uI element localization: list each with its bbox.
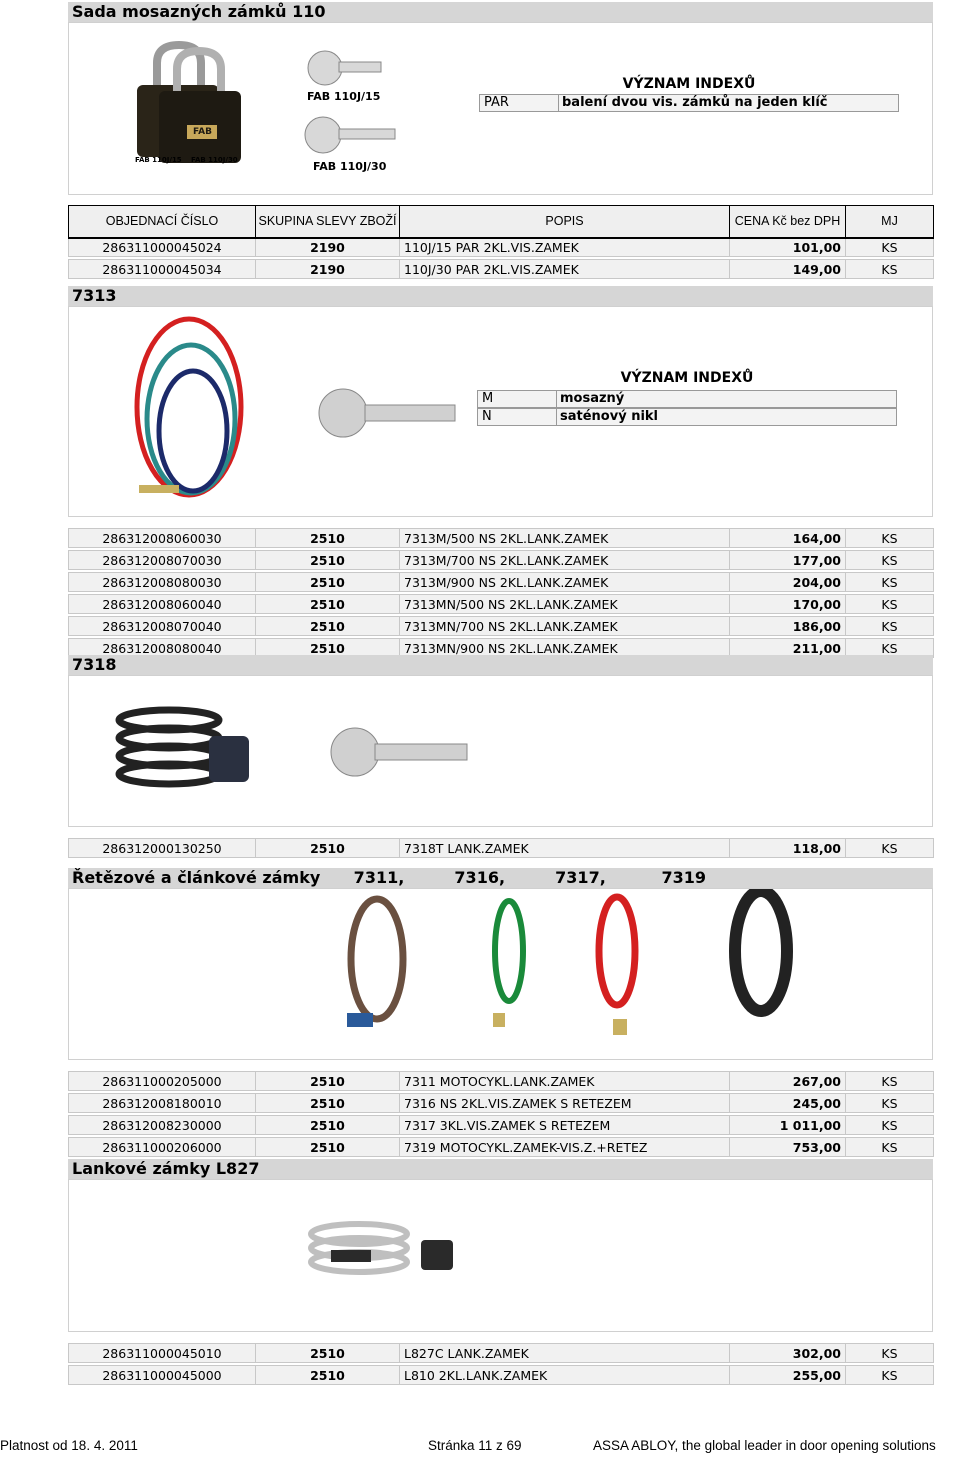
description-cell: 110J/30 PAR 2KL.VIS.ZAMEK xyxy=(400,260,730,279)
lock-caption-15: FAB 110J/15 xyxy=(135,156,182,164)
discount-group-cell: 2510 xyxy=(256,1116,400,1135)
order-number-cell: 286312008060030 xyxy=(69,529,256,548)
legend-key: M xyxy=(482,391,494,406)
discount-group-cell: 2510 xyxy=(256,1072,400,1091)
discount-group-cell: 2510 xyxy=(256,639,400,658)
description-cell: 7319 MOTOCYKL.ZAMEK-VIS.Z.+RETEZ xyxy=(400,1138,730,1157)
product-image-panel-110 xyxy=(68,22,933,195)
price-cell: 753,00 xyxy=(730,1138,846,1157)
table-row xyxy=(69,529,934,548)
section-title-110: Sada mosazných zámků 110 xyxy=(68,2,933,22)
header-mj: MJ xyxy=(846,206,934,238)
legend-row xyxy=(479,94,899,112)
order-number-cell: 286311000045024 xyxy=(69,238,256,257)
table-row xyxy=(69,573,934,592)
price-cell: 255,00 xyxy=(730,1366,846,1385)
discount-group-cell: 2190 xyxy=(256,238,400,257)
footer-validity: Platnost od 18. 4. 2011 xyxy=(0,1438,138,1453)
footer-page-number: Stránka 11 z 69 xyxy=(428,1438,522,1453)
legend-row xyxy=(477,408,897,426)
unit-cell: KS xyxy=(846,260,934,279)
table-row xyxy=(69,1138,934,1157)
description-cell: 7313M/700 NS 2KL.LANK.ZAMEK xyxy=(400,551,730,570)
description-cell: 7317 3KL.VIS.ZAMEK S RETEZEM xyxy=(400,1116,730,1135)
unit-cell: KS xyxy=(846,839,934,858)
description-cell: 7316 NS 2KL.VIS.ZAMEK S RETEZEM xyxy=(400,1094,730,1113)
discount-group-cell: 2510 xyxy=(256,1344,400,1363)
product-image-panel-cable xyxy=(68,1179,933,1332)
discount-group-cell: 2510 xyxy=(256,1366,400,1385)
header-group: SKUPINA SLEVY ZBOŽÍ xyxy=(256,206,400,238)
legend-key: PAR xyxy=(484,95,509,110)
discount-group-cell: 2190 xyxy=(256,260,400,279)
legend-row xyxy=(477,390,897,408)
section-title-chains: Řetězové a článkové zámky 7311, 7316, 7317, 7319 xyxy=(68,868,933,888)
lock-caption-30: FAB 110J/30 xyxy=(191,156,238,164)
discount-group-cell: 2510 xyxy=(256,529,400,548)
description-cell: 7313MN/700 NS 2KL.LANK.ZAMEK xyxy=(400,617,730,636)
table-row xyxy=(69,839,934,858)
unit-cell: KS xyxy=(846,595,934,614)
coil-cable-illustration xyxy=(69,676,933,827)
unit-cell: KS xyxy=(846,1094,934,1113)
price-cell: 245,00 xyxy=(730,1094,846,1113)
description-cell: L827C LANK.ZAMEK xyxy=(400,1344,730,1363)
table-row xyxy=(69,1344,934,1363)
order-number-cell: 286311000206000 xyxy=(69,1138,256,1157)
combination-cable-illustration xyxy=(69,1180,933,1332)
price-cell: 118,00 xyxy=(730,839,846,858)
description-cell: 7318T LANK.ZAMEK xyxy=(400,839,730,858)
legend-title: VÝZNAM INDEXŮ xyxy=(622,76,756,92)
table-row xyxy=(69,551,934,570)
unit-cell: KS xyxy=(846,1072,934,1091)
discount-group-cell: 2510 xyxy=(256,1138,400,1157)
price-cell: 177,00 xyxy=(730,551,846,570)
description-cell: 7313M/900 NS 2KL.LANK.ZAMEK xyxy=(400,573,730,592)
legend-title: VÝZNAM INDEXŮ xyxy=(620,370,754,386)
order-number-cell: 286312008080040 xyxy=(69,639,256,658)
description-cell: 110J/15 PAR 2KL.VIS.ZAMEK xyxy=(400,238,730,257)
discount-group-cell: 2510 xyxy=(256,1094,400,1113)
price-table-110 xyxy=(68,205,934,279)
price-cell: 302,00 xyxy=(730,1344,846,1363)
discount-group-cell: 2510 xyxy=(256,617,400,636)
unit-cell: KS xyxy=(846,551,934,570)
unit-cell: KS xyxy=(846,617,934,636)
discount-group-cell: 2510 xyxy=(256,595,400,614)
order-number-cell: 286312008080030 xyxy=(69,573,256,592)
description-cell: L810 2KL.LANK.ZAMEK xyxy=(400,1366,730,1385)
unit-cell: KS xyxy=(846,529,934,548)
price-cell: 1 011,00 xyxy=(730,1116,846,1135)
key-caption-30: FAB 110J/30 xyxy=(313,160,387,173)
discount-group-cell: 2510 xyxy=(256,839,400,858)
unit-cell: KS xyxy=(846,1116,934,1135)
order-number-cell: 286312008180010 xyxy=(69,1094,256,1113)
table-row xyxy=(69,595,934,614)
price-cell: 211,00 xyxy=(730,639,846,658)
order-number-cell: 286311000045000 xyxy=(69,1366,256,1385)
table-row xyxy=(69,238,934,257)
unit-cell: KS xyxy=(846,1344,934,1363)
description-cell: 7313M/500 NS 2KL.LANK.ZAMEK xyxy=(400,529,730,548)
key-caption-15: FAB 110J/15 xyxy=(307,90,381,103)
order-number-cell: 286311000205000 xyxy=(69,1072,256,1091)
order-number-cell: 286312008230000 xyxy=(69,1116,256,1135)
discount-group-cell: 2510 xyxy=(256,573,400,592)
price-table-chains xyxy=(68,1071,934,1157)
order-number-cell: 286311000045010 xyxy=(69,1344,256,1363)
description-cell: 7313MN/500 NS 2KL.LANK.ZAMEK xyxy=(400,595,730,614)
legend-value: saténový nikl xyxy=(560,409,659,424)
unit-cell: KS xyxy=(846,573,934,592)
chain-locks-illustration xyxy=(69,889,933,1060)
legend-value: balení dvou vis. zámků na jeden klíč xyxy=(562,95,828,110)
price-cell: 149,00 xyxy=(730,260,846,279)
section-title-7313: 7313 xyxy=(68,286,933,306)
order-number-cell: 286311000045034 xyxy=(69,260,256,279)
footer-company: ASSA ABLOY, the global leader in door opening solutions xyxy=(593,1438,936,1453)
header-code: OBJEDNACÍ ČÍSLO xyxy=(69,206,256,238)
price-cell: 204,00 xyxy=(730,573,846,592)
section-title-cable: Lankové zámky L827 xyxy=(68,1159,933,1179)
price-cell: 186,00 xyxy=(730,617,846,636)
table-row xyxy=(69,1072,934,1091)
order-number-cell: 286312008070030 xyxy=(69,551,256,570)
price-table-7313 xyxy=(68,528,934,658)
unit-cell: KS xyxy=(846,639,934,658)
table-row xyxy=(69,260,934,279)
price-cell: 164,00 xyxy=(730,529,846,548)
price-cell: 101,00 xyxy=(730,238,846,257)
section-title-7318: 7318 xyxy=(68,655,933,675)
header-price: CENA Kč bez DPH xyxy=(730,206,846,238)
description-cell: 7311 MOTOCYKL.LANK.ZAMEK xyxy=(400,1072,730,1091)
table-row xyxy=(69,617,934,636)
header-desc: POPIS xyxy=(400,206,730,238)
table-row xyxy=(69,1366,934,1385)
lock-brand-label: FAB xyxy=(193,127,212,137)
price-cell: 267,00 xyxy=(730,1072,846,1091)
product-image-panel-7313 xyxy=(68,306,933,517)
order-number-cell: 286312008060040 xyxy=(69,595,256,614)
product-image-panel-7318 xyxy=(68,675,933,827)
table-row xyxy=(69,1094,934,1113)
table-row xyxy=(69,1116,934,1135)
price-cell: 170,00 xyxy=(730,595,846,614)
unit-cell: KS xyxy=(846,238,934,257)
index-legend-110 xyxy=(479,76,899,114)
index-legend-7313 xyxy=(477,370,897,428)
product-image-panel-chains xyxy=(68,888,933,1060)
discount-group-cell: 2510 xyxy=(256,551,400,570)
unit-cell: KS xyxy=(846,1366,934,1385)
legend-key: N xyxy=(482,409,492,424)
order-number-cell: 286312008070040 xyxy=(69,617,256,636)
order-number-cell: 286312000130250 xyxy=(69,839,256,858)
unit-cell: KS xyxy=(846,1138,934,1157)
description-cell: 7313MN/900 NS 2KL.LANK.ZAMEK xyxy=(400,639,730,658)
legend-value: mosazný xyxy=(560,391,625,406)
price-table-7318 xyxy=(68,838,934,858)
price-table-cable xyxy=(68,1343,934,1385)
